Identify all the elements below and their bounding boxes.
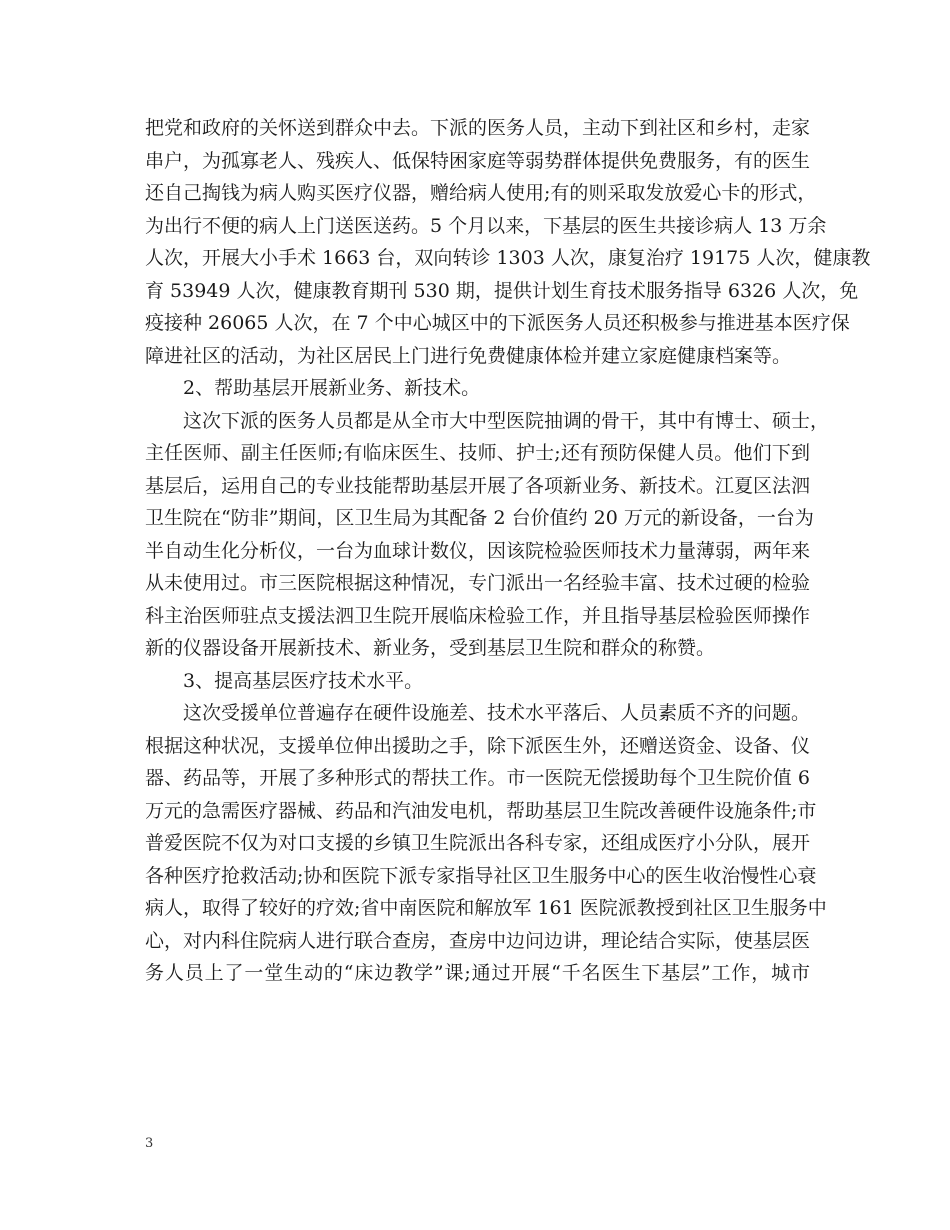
text-line: 把党和政府的关怀送到群众中去。下派的医务人员，主动下到社区和乡村，走家 bbox=[145, 117, 811, 139]
text-line: 2、帮助基层开展新业务、新技术。 bbox=[183, 377, 481, 399]
text-line: 这次受援单位普遍存在硬件设施差、技术水平落后、人员素质不齐的问题。 bbox=[183, 702, 811, 724]
page-number: 3 bbox=[145, 1136, 154, 1151]
text-line: 从未使用过。市三医院根据这种情况，专门派出一名经验丰富、技术过硬的检验 bbox=[145, 572, 811, 594]
text-line: 各种医疗抢救活动;协和医院下派专家指导社区卫生服务中心的医生收治慢性心衰 bbox=[145, 864, 817, 887]
text-line: 新的仪器设备开展新技术、新业务，受到基层卫生院和群众的称赞。 bbox=[145, 637, 716, 659]
text-line: 半自动生化分析仪，一台为血球计数仪，因该院检验医师技术力量薄弱，两年来 bbox=[145, 539, 811, 562]
text-line: 科主治医师驻点支援法泗卫生院开展临床检验工作，并且指导基层检验医师操作 bbox=[145, 604, 811, 627]
text-line: 育 53949 人次，健康教育期刊 530 期，提供计划生育技术服务指导 6326 人次，免 bbox=[145, 279, 859, 302]
text-line: 3、提高基层医疗技术水平。 bbox=[183, 669, 424, 692]
text-line: 这次下派的医务人员都是从全市大中型医院抽调的骨干，其中有博士、硕士， bbox=[183, 409, 830, 432]
text-line: 根据这种状况，支援单位伸出援助之手，除下派医生外，还赠送资金、设备、仪 bbox=[145, 734, 811, 757]
text-line: 病人，取得了较好的疗效;省中南医院和解放军 161 医院派教授到社区卫生服务中 bbox=[145, 897, 827, 919]
text-line: 务人员上了一堂生动的“床边教学”课;通过开展“千名医生下基层”工作，城市 bbox=[145, 962, 810, 984]
text-line: 障进社区的活动，为社区居民上门进行免费健康体检并建立家庭健康档案等。 bbox=[145, 344, 792, 367]
text-line: 普爱医院不仅为对口支援的乡镇卫生院派出各科专家，还组成医疗小分队，展开 bbox=[145, 832, 811, 854]
text-line: 疫接种 26065 人次，在 7 个中心城区中的下派医务人员还积极参与推进基本医疗保 bbox=[145, 312, 850, 334]
text-line: 为出行不便的病人上门送医送药。5 个月以来，下基层的医生共接诊病人 13 万余 bbox=[145, 214, 827, 237]
text-line: 心，对内科住院病人进行联合查房，查房中边问边讲，理论结合实际，使基层医 bbox=[145, 929, 811, 952]
document-body bbox=[145, 112, 871, 990]
text-line: 主任医师、副主任医师;有临床医生、技师、护士;还有预防保健人员。他们下到 bbox=[145, 442, 810, 464]
text-line: 人次，开展大小手术 1663 台，双向转诊 1303 人次，康复治疗 19175 人次，健康教 bbox=[145, 247, 871, 269]
text-line: 基层后，运用自己的专业技能帮助基层开展了各项新业务、新技术。江夏区法泗 bbox=[145, 474, 811, 497]
text-line: 串户，为孤寡老人、残疾人、低保特困家庭等弱势群体提供免费服务，有的医生 bbox=[145, 149, 811, 172]
text-line: 卫生院在“防非”期间，区卫生局为其配备 2 台价值约 20 万元的新设备，一台为 bbox=[145, 507, 814, 529]
text-line: 还自己掏钱为病人购买医疗仪器，赠给病人使用;有的则采取发放爱心卡的形式， bbox=[145, 182, 817, 204]
text-line: 万元的急需医疗器械、药品和汽油发电机，帮助基层卫生院改善硬件设施条件;市 bbox=[145, 799, 817, 822]
text-line: 器、药品等，开展了多种形式的帮扶工作。市一医院无偿援助每个卫生院价值 6 bbox=[145, 767, 810, 789]
